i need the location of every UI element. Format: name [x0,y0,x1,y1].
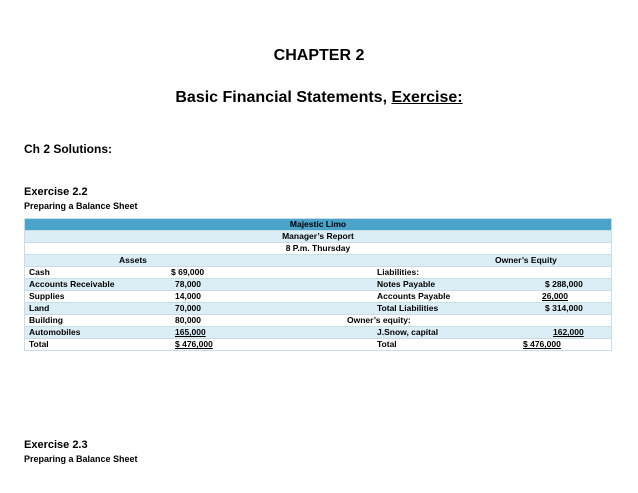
subtitle-exercise: Exercise: [391,89,463,106]
report-row [25,231,611,243]
equity-header: Owner’s Equity [495,255,557,265]
table-row [25,303,611,315]
table-row [25,267,611,279]
asset-total-value: $ 476,000 [175,339,213,349]
page-subtitle [0,89,638,107]
asset-value: 14,000 [175,291,201,301]
accounts-payable-value: 26,000 [542,291,568,301]
report-name: Manager’s Report [282,231,354,241]
capital-value: 162,000 [553,327,584,337]
asset-value: 80,000 [175,315,201,325]
total-liabilities-value: $ 314,000 [545,303,583,313]
asset-label: Accounts Receivable [29,279,115,289]
asset-value: $ 69,000 [171,267,205,277]
asset-value: 165,000 [175,327,206,337]
asset-label: Land [29,303,50,313]
asset-label: Supplies [29,291,65,301]
date-row [25,243,611,255]
notes-payable-value: $ 288,000 [545,279,583,289]
exercise-2-3-subtitle: Preparing a Balance Sheet [24,454,138,464]
balance-sheet-table [24,218,612,351]
total-value: $ 476,000 [523,339,561,349]
capital-label: J.Snow, capital [377,327,439,337]
liabilities-label: Liabilities: [377,267,420,277]
accounts-payable-label: Accounts Payable [377,291,451,301]
asset-label: Automobiles [29,327,81,337]
table-row [25,279,611,291]
asset-label: Total [29,339,49,349]
asset-value: 70,000 [175,303,201,313]
exercise-2-3-title: Exercise 2.3 [24,439,88,451]
exercise-2-2-title: Exercise 2.2 [24,186,88,198]
table-row [25,327,611,339]
section-header-row [25,255,611,267]
asset-value: 78,000 [175,279,201,289]
total-label: Total [377,339,397,349]
company-name: Majestic Limo [289,219,347,229]
table-row [25,291,611,303]
exercise-2-2-subtitle: Preparing a Balance Sheet [24,201,138,211]
subtitle-main: Basic Financial Statements, [175,89,392,106]
owners-equity-label: Owner’s equity: [347,315,411,325]
table-row [25,315,611,327]
asset-label: Building [29,315,63,325]
company-row [25,219,611,231]
chapter-heading: CHAPTER 2 [273,47,365,64]
total-liabilities-label: Total Liabilities [377,303,439,313]
notes-payable-label: Notes Payable [377,279,436,289]
report-date: 8 P.m. Thursday [285,243,351,253]
solutions-label: Ch 2 Solutions: [24,142,112,156]
table-row [25,339,611,351]
assets-header: Assets [119,255,147,265]
asset-label: Cash [29,267,50,277]
